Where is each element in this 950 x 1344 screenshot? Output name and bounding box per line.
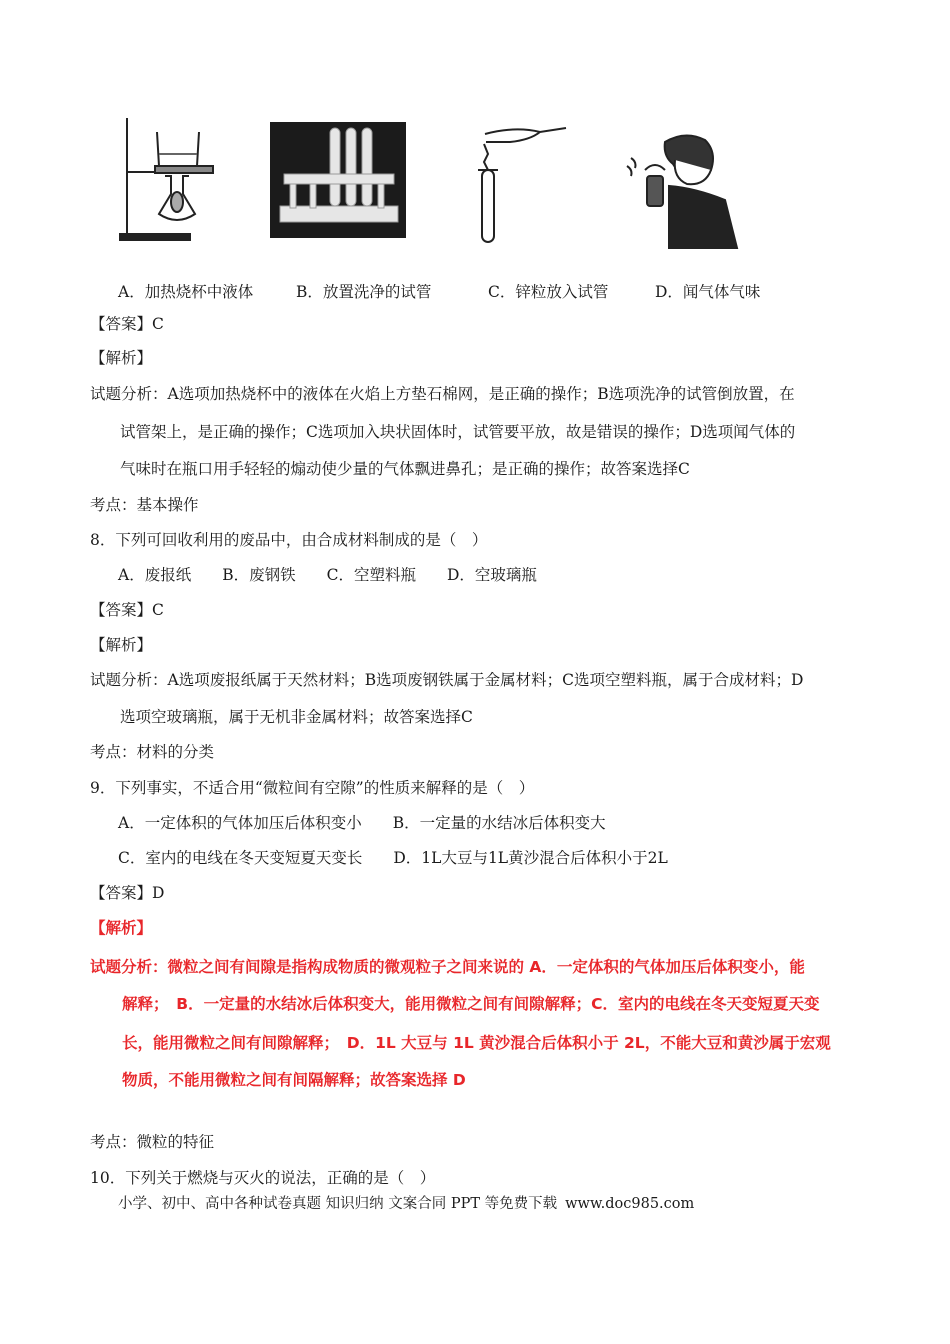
- q9-analysis-heading: 【解析】: [90, 919, 153, 937]
- q7-answer: 【答案】C: [90, 315, 164, 333]
- test-tube-rack-figure: [270, 122, 406, 238]
- q7-kaodian: 考点：基本操作: [90, 496, 199, 514]
- q7-analysis-line: 试题分析：A选项加热烧杯中的液体在火焰上方垫石棉网，是正确的操作；B选项洗净的试管倒放置，在: [90, 385, 795, 403]
- q8-analysis-line: 选项空玻璃瓶，属于无机非金属材料；故答案选择C: [120, 708, 473, 726]
- q9-options-row1: A．一定体积的气体加压后体积变小 B．一定量的水结冰后体积变大: [118, 814, 606, 832]
- beaker-heating-figure: [115, 114, 215, 244]
- q9-question: 9．下列事实，不适合用“微粒间有空隙”的性质来解释的是（ ）: [90, 779, 535, 797]
- page-footer: [118, 1192, 694, 1213]
- q8-options: A．废报纸 B．废钢铁 C．空塑料瓶 D．空玻璃瓶: [118, 566, 537, 584]
- q7-option-c: C．锌粒放入试管: [488, 283, 609, 301]
- q9-analysis-line: 解释； B．一定量的水结冰后体积变大，能用微粒之间有间隙解释；C．室内的电线在冬天变短夏天变: [122, 995, 820, 1013]
- q9-answer: 【答案】D: [90, 884, 165, 902]
- q7-analysis-heading: 【解析】: [90, 349, 153, 367]
- q7-option-a: A．加热烧杯中液体: [118, 283, 254, 301]
- footer-url[interactable]: www.doc985.com: [565, 1196, 695, 1212]
- q7-analysis-line: 气味时在瓶口用手轻轻的煽动使少量的气体飘进鼻孔；是正确的操作；故答案选择C: [120, 460, 690, 478]
- q8-kaodian: 考点：材料的分类: [90, 743, 215, 761]
- q9-analysis-line: 试题分析：微粒之间有间隙是指构成物质的微观粒子之间来说的 A．一定体积的气体加压后体积变小，能: [90, 958, 805, 976]
- q7-option-d: D．闻气体气味: [655, 283, 761, 301]
- q8-answer: 【答案】C: [90, 601, 164, 619]
- zinc-into-test-tube-figure: [470, 120, 580, 250]
- q9-analysis-line: 长，能用微粒之间有间隙解释； D．1L 大豆与 1L 黄沙混合后体积小于 2L，不能大豆和黄沙属于宏观: [122, 1034, 831, 1052]
- q8-analysis-line: 试题分析：A选项废报纸属于天然材料；B选项废钢铁属于金属材料；C选项空塑料瓶，属于合成材料；D: [90, 671, 804, 689]
- q7-option-b: B．放置洗净的试管: [296, 283, 432, 301]
- footer-text: 小学、初中、高中各种试卷真题 知识归纳 文案合同 PPT 等免费下载: [118, 1196, 558, 1212]
- q10-question: 10．下列关于燃烧与灭火的说法，正确的是（ ）: [90, 1169, 436, 1187]
- q8-question: 8．下列可回收利用的废品中，由合成材料制成的是（ ）: [90, 531, 488, 549]
- q9-analysis-line: 物质，不能用微粒之间有间隔解释；故答案选择 D: [122, 1071, 466, 1089]
- q9-options-row2: C．室内的电线在冬天变短夏天变长 D．1L大豆与1L黄沙混合后体积小于2L: [118, 849, 668, 867]
- smelling-gas-figure: [625, 130, 740, 250]
- q7-analysis-line: 试管架上，是正确的操作；C选项加入块状固体时，试管要平放，故是错误的操作；D选项闻气体的: [120, 423, 796, 441]
- q8-analysis-heading: 【解析】: [90, 636, 153, 654]
- q9-kaodian: 考点：微粒的特征: [90, 1133, 215, 1151]
